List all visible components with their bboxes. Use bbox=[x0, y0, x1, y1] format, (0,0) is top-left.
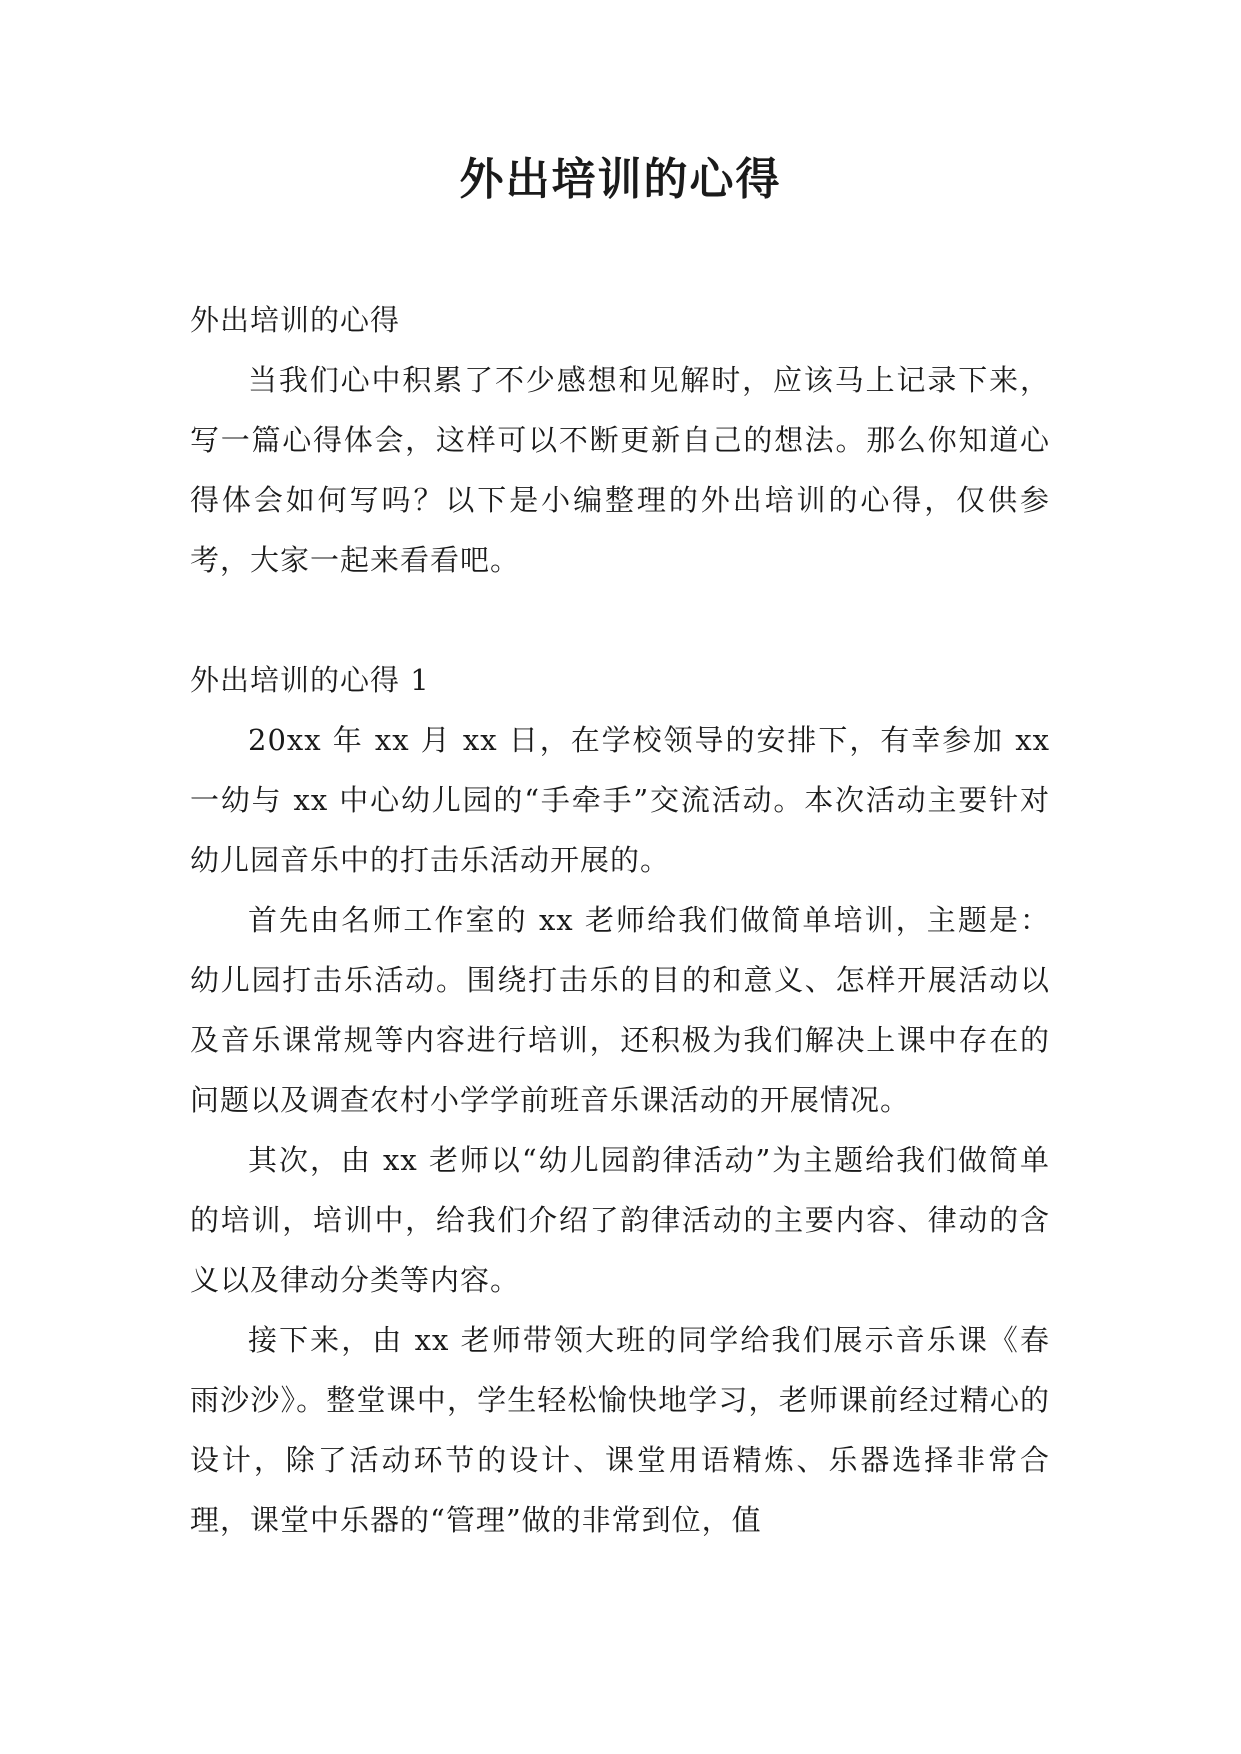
section-1-paragraph-4: 接下来，由 xx 老师带领大班的同学给我们展示音乐课《春雨沙沙》。整堂课中，学生轻松愉快地学习，老师课前经过精心的设计，除了活动环节的设计、课堂用语精炼、乐器选择非常合理，课堂中乐器的“管理”做的非常到位，值 bbox=[190, 1323, 1050, 1537]
intro-heading: 外出培训的心得 bbox=[190, 303, 401, 337]
section-1-paragraph-1: 20xx 年 xx 月 xx 日，在学校领导的安排下，有幸参加 xx 一幼与 xx 中心幼儿园的“手牵手”交流活动。本次活动主要针对幼儿园音乐中的打击乐活动开展的。 bbox=[190, 723, 1050, 877]
section-1-heading: 外出培训的心得 1 bbox=[190, 663, 430, 697]
section-1-paragraph-2: 首先由名师工作室的 xx 老师给我们做简单培训，主题是：幼儿园打击乐活动。围绕打击乐的目的和意义、怎样开展活动以及音乐课常规等内容进行培训，还积极为我们解决上课中存在的问题以及调查农村小学学前班音乐课活动的开展情况。 bbox=[190, 903, 1050, 1117]
intro-paragraph: 当我们心中积累了不少感想和见解时，应该马上记录下来，写一篇心得体会，这样可以不断更新自己的想法。那么你知道心得体会如何写吗？以下是小编整理的外出培训的心得，仅供参考，大家一起来看看吧。 bbox=[190, 363, 1050, 577]
document-body bbox=[190, 290, 1050, 1550]
section-1-paragraph-3: 其次，由 xx 老师以“幼儿园韵律活动”为主题给我们做简单的培训，培训中，给我们介绍了韵律活动的主要内容、律动的含义以及律动分类等内容。 bbox=[190, 1143, 1050, 1297]
document-title: 外出培训的心得 bbox=[459, 154, 782, 205]
